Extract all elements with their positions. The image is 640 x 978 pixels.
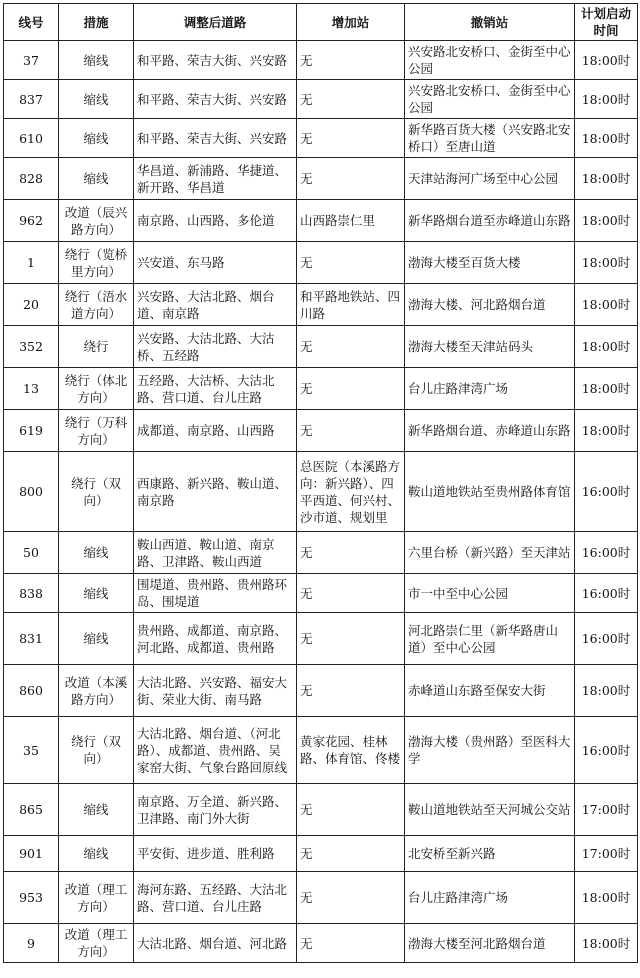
bus-adjustment-table-container	[3, 3, 638, 963]
table-row	[4, 158, 638, 200]
table-row	[4, 284, 638, 326]
cell-adjusted-route: 大沽北路、烟台道、河北路	[134, 924, 297, 963]
table-row	[4, 200, 638, 242]
cell-measure: 缩线	[59, 119, 134, 158]
cell-line-number: 20	[4, 284, 59, 326]
cell-line-number: 37	[4, 41, 59, 80]
cell-line-number: 35	[4, 717, 59, 784]
cell-removed-stops: 鞍山道地铁站至天河城公交站	[405, 784, 575, 836]
table-header	[4, 4, 638, 41]
cell-start-time: 18:00时	[575, 326, 638, 368]
cell-line-number: 865	[4, 784, 59, 836]
header-adjusted-route: 调整后道路	[134, 4, 297, 41]
cell-measure: 缩线	[59, 158, 134, 200]
cell-adjusted-route: 兴安道、东马路	[134, 242, 297, 284]
cell-line-number: 1	[4, 242, 59, 284]
cell-line-number: 962	[4, 200, 59, 242]
cell-start-time: 18:00时	[575, 200, 638, 242]
cell-adjusted-route: 南京路、山西路、多伦道	[134, 200, 297, 242]
table-row	[4, 41, 638, 80]
cell-adjusted-route: 大沽北路、烟台道、（河北路）、成都道、贵州路、吴家窑大街、气象台路回原线	[134, 717, 297, 784]
cell-added-stops: 山西路崇仁里	[297, 200, 405, 242]
cell-added-stops: 无	[297, 80, 405, 119]
table-row	[4, 326, 638, 368]
cell-start-time: 18:00时	[575, 158, 638, 200]
cell-added-stops: 总医院（本溪路方向：新兴路）、四平西道、何兴村、沙市道、规划里	[297, 452, 405, 532]
cell-removed-stops: 新华路百货大楼（兴安路北安桥口）至唐山道	[405, 119, 575, 158]
table-row	[4, 452, 638, 532]
table-row	[4, 410, 638, 452]
cell-adjusted-route: 和平路、荣吉大街、兴安路	[134, 41, 297, 80]
table-row	[4, 80, 638, 119]
header-row	[4, 4, 638, 41]
cell-added-stops: 黄家花园、桂林路、体育馆、佟楼	[297, 717, 405, 784]
cell-removed-stops: 渤海大楼至河北路烟台道	[405, 924, 575, 963]
cell-measure: 缩线	[59, 836, 134, 872]
table-row	[4, 574, 638, 613]
table-row	[4, 242, 638, 284]
table-row	[4, 613, 638, 665]
cell-measure: 改道（理工方向）	[59, 924, 134, 963]
cell-start-time: 18:00时	[575, 119, 638, 158]
cell-adjusted-route: 兴安路、大沽北路、烟台道、南京路	[134, 284, 297, 326]
cell-added-stops: 无	[297, 41, 405, 80]
cell-line-number: 352	[4, 326, 59, 368]
cell-adjusted-route: 南京路、万全道、新兴路、卫津路、南门外大街	[134, 784, 297, 836]
cell-start-time: 18:00时	[575, 410, 638, 452]
cell-measure: 改道（本溪路方向）	[59, 665, 134, 717]
table-row	[4, 836, 638, 872]
cell-start-time: 16:00时	[575, 717, 638, 784]
cell-line-number: 860	[4, 665, 59, 717]
cell-measure: 绕行	[59, 326, 134, 368]
cell-removed-stops: 新华路烟台道至赤峰道山东路	[405, 200, 575, 242]
cell-line-number: 9	[4, 924, 59, 963]
cell-start-time: 18:00时	[575, 665, 638, 717]
cell-measure: 绕行（万科方向）	[59, 410, 134, 452]
cell-removed-stops: 兴安路北安桥口、金街至中心公园	[405, 41, 575, 80]
cell-added-stops: 无	[297, 326, 405, 368]
cell-removed-stops: 河北路崇仁里（新华路唐山道）至中心公园	[405, 613, 575, 665]
cell-start-time: 17:00时	[575, 784, 638, 836]
cell-start-time: 16:00时	[575, 613, 638, 665]
cell-removed-stops: 渤海大楼（贵州路）至医科大学	[405, 717, 575, 784]
table-row	[4, 119, 638, 158]
cell-adjusted-route: 围堤道、贵州路、贵州路环岛、围堤道	[134, 574, 297, 613]
table-row	[4, 717, 638, 784]
cell-adjusted-route: 海河东路、五经路、大沽北路、营口道、台儿庄路	[134, 872, 297, 924]
cell-adjusted-route: 贵州路、成都道、南京路、河北路、成都道、贵州路	[134, 613, 297, 665]
cell-line-number: 837	[4, 80, 59, 119]
cell-line-number: 901	[4, 836, 59, 872]
cell-start-time: 18:00时	[575, 242, 638, 284]
cell-added-stops: 无	[297, 665, 405, 717]
cell-added-stops: 无	[297, 784, 405, 836]
cell-start-time: 18:00时	[575, 41, 638, 80]
cell-measure: 绕行（浯水道方向）	[59, 284, 134, 326]
cell-measure: 缩线	[59, 784, 134, 836]
cell-removed-stops: 鞍山道地铁站至贵州路体育馆	[405, 452, 575, 532]
cell-measure: 绕行（览桥里方向）	[59, 242, 134, 284]
cell-measure: 绕行（体北方向）	[59, 368, 134, 410]
cell-measure: 缩线	[59, 80, 134, 119]
cell-line-number: 831	[4, 613, 59, 665]
cell-adjusted-route: 和平路、荣吉大街、兴安路	[134, 80, 297, 119]
cell-start-time: 17:00时	[575, 836, 638, 872]
cell-measure: 缩线	[59, 532, 134, 574]
cell-added-stops: 无	[297, 158, 405, 200]
table-row	[4, 872, 638, 924]
cell-measure: 绕行（双向）	[59, 717, 134, 784]
table-row	[4, 532, 638, 574]
cell-line-number: 953	[4, 872, 59, 924]
cell-adjusted-route: 鞍山西道、鞍山道、南京路、卫津路、鞍山西道	[134, 532, 297, 574]
cell-removed-stops: 天津站海河广场至中心公园	[405, 158, 575, 200]
cell-start-time: 18:00时	[575, 872, 638, 924]
cell-line-number: 610	[4, 119, 59, 158]
cell-adjusted-route: 五经路、大沽桥、大沽北路、营口道、台儿庄路	[134, 368, 297, 410]
header-start-time: 计划启动时间	[575, 4, 638, 41]
header-line-number: 线号	[4, 4, 59, 41]
cell-added-stops: 无	[297, 574, 405, 613]
cell-start-time: 18:00时	[575, 368, 638, 410]
header-measure: 措施	[59, 4, 134, 41]
cell-removed-stops: 市一中至中心公园	[405, 574, 575, 613]
cell-measure: 改道（理工方向）	[59, 872, 134, 924]
cell-removed-stops: 新华路烟台道、赤峰道山东路	[405, 410, 575, 452]
cell-added-stops: 无	[297, 924, 405, 963]
cell-removed-stops: 台儿庄路津湾广场	[405, 872, 575, 924]
cell-line-number: 838	[4, 574, 59, 613]
cell-start-time: 16:00时	[575, 452, 638, 532]
cell-adjusted-route: 平安街、进步道、胜利路	[134, 836, 297, 872]
cell-adjusted-route: 华昌道、新浦路、华捷道、新开路、华昌道	[134, 158, 297, 200]
cell-added-stops: 无	[297, 119, 405, 158]
cell-added-stops: 无	[297, 872, 405, 924]
cell-line-number: 50	[4, 532, 59, 574]
cell-adjusted-route: 和平路、荣吉大街、兴安路	[134, 119, 297, 158]
cell-measure: 改道（辰兴路方向）	[59, 200, 134, 242]
cell-line-number: 619	[4, 410, 59, 452]
bus-adjustment-table	[3, 3, 638, 963]
cell-added-stops: 无	[297, 368, 405, 410]
table-row	[4, 924, 638, 963]
cell-start-time: 16:00时	[575, 574, 638, 613]
cell-start-time: 18:00时	[575, 924, 638, 963]
table-row	[4, 784, 638, 836]
cell-adjusted-route: 兴安路、大沽北路、大沽桥、五经路	[134, 326, 297, 368]
cell-added-stops: 无	[297, 242, 405, 284]
cell-added-stops: 无	[297, 410, 405, 452]
cell-start-time: 18:00时	[575, 284, 638, 326]
cell-measure: 缩线	[59, 574, 134, 613]
cell-start-time: 16:00时	[575, 532, 638, 574]
cell-start-time: 18:00时	[575, 80, 638, 119]
cell-removed-stops: 六里台桥（新兴路）至天津站	[405, 532, 575, 574]
cell-added-stops: 无	[297, 836, 405, 872]
cell-line-number: 13	[4, 368, 59, 410]
table-row	[4, 665, 638, 717]
cell-measure: 缩线	[59, 41, 134, 80]
table-row	[4, 368, 638, 410]
cell-added-stops: 无	[297, 613, 405, 665]
cell-added-stops: 无	[297, 532, 405, 574]
cell-added-stops: 和平路地铁站、四川路	[297, 284, 405, 326]
cell-adjusted-route: 西康路、新兴路、鞍山道、南京路	[134, 452, 297, 532]
cell-removed-stops: 渤海大楼至百货大楼	[405, 242, 575, 284]
table-body	[4, 41, 638, 963]
cell-removed-stops: 兴安路北安桥口、金街至中心公园	[405, 80, 575, 119]
cell-line-number: 828	[4, 158, 59, 200]
cell-line-number: 800	[4, 452, 59, 532]
cell-measure: 绕行（双向）	[59, 452, 134, 532]
cell-removed-stops: 渤海大楼、河北路烟台道	[405, 284, 575, 326]
cell-removed-stops: 赤峰道山东路至保安大街	[405, 665, 575, 717]
cell-removed-stops: 北安桥至新兴路	[405, 836, 575, 872]
cell-measure: 缩线	[59, 613, 134, 665]
cell-removed-stops: 渤海大楼至天津站码头	[405, 326, 575, 368]
cell-adjusted-route: 成都道、南京路、山西路	[134, 410, 297, 452]
cell-removed-stops: 台儿庄路津湾广场	[405, 368, 575, 410]
header-added-stops: 增加站	[297, 4, 405, 41]
cell-adjusted-route: 大沽北路、兴安路、福安大街、荣业大街、南马路	[134, 665, 297, 717]
header-removed-stops: 撤销站	[405, 4, 575, 41]
